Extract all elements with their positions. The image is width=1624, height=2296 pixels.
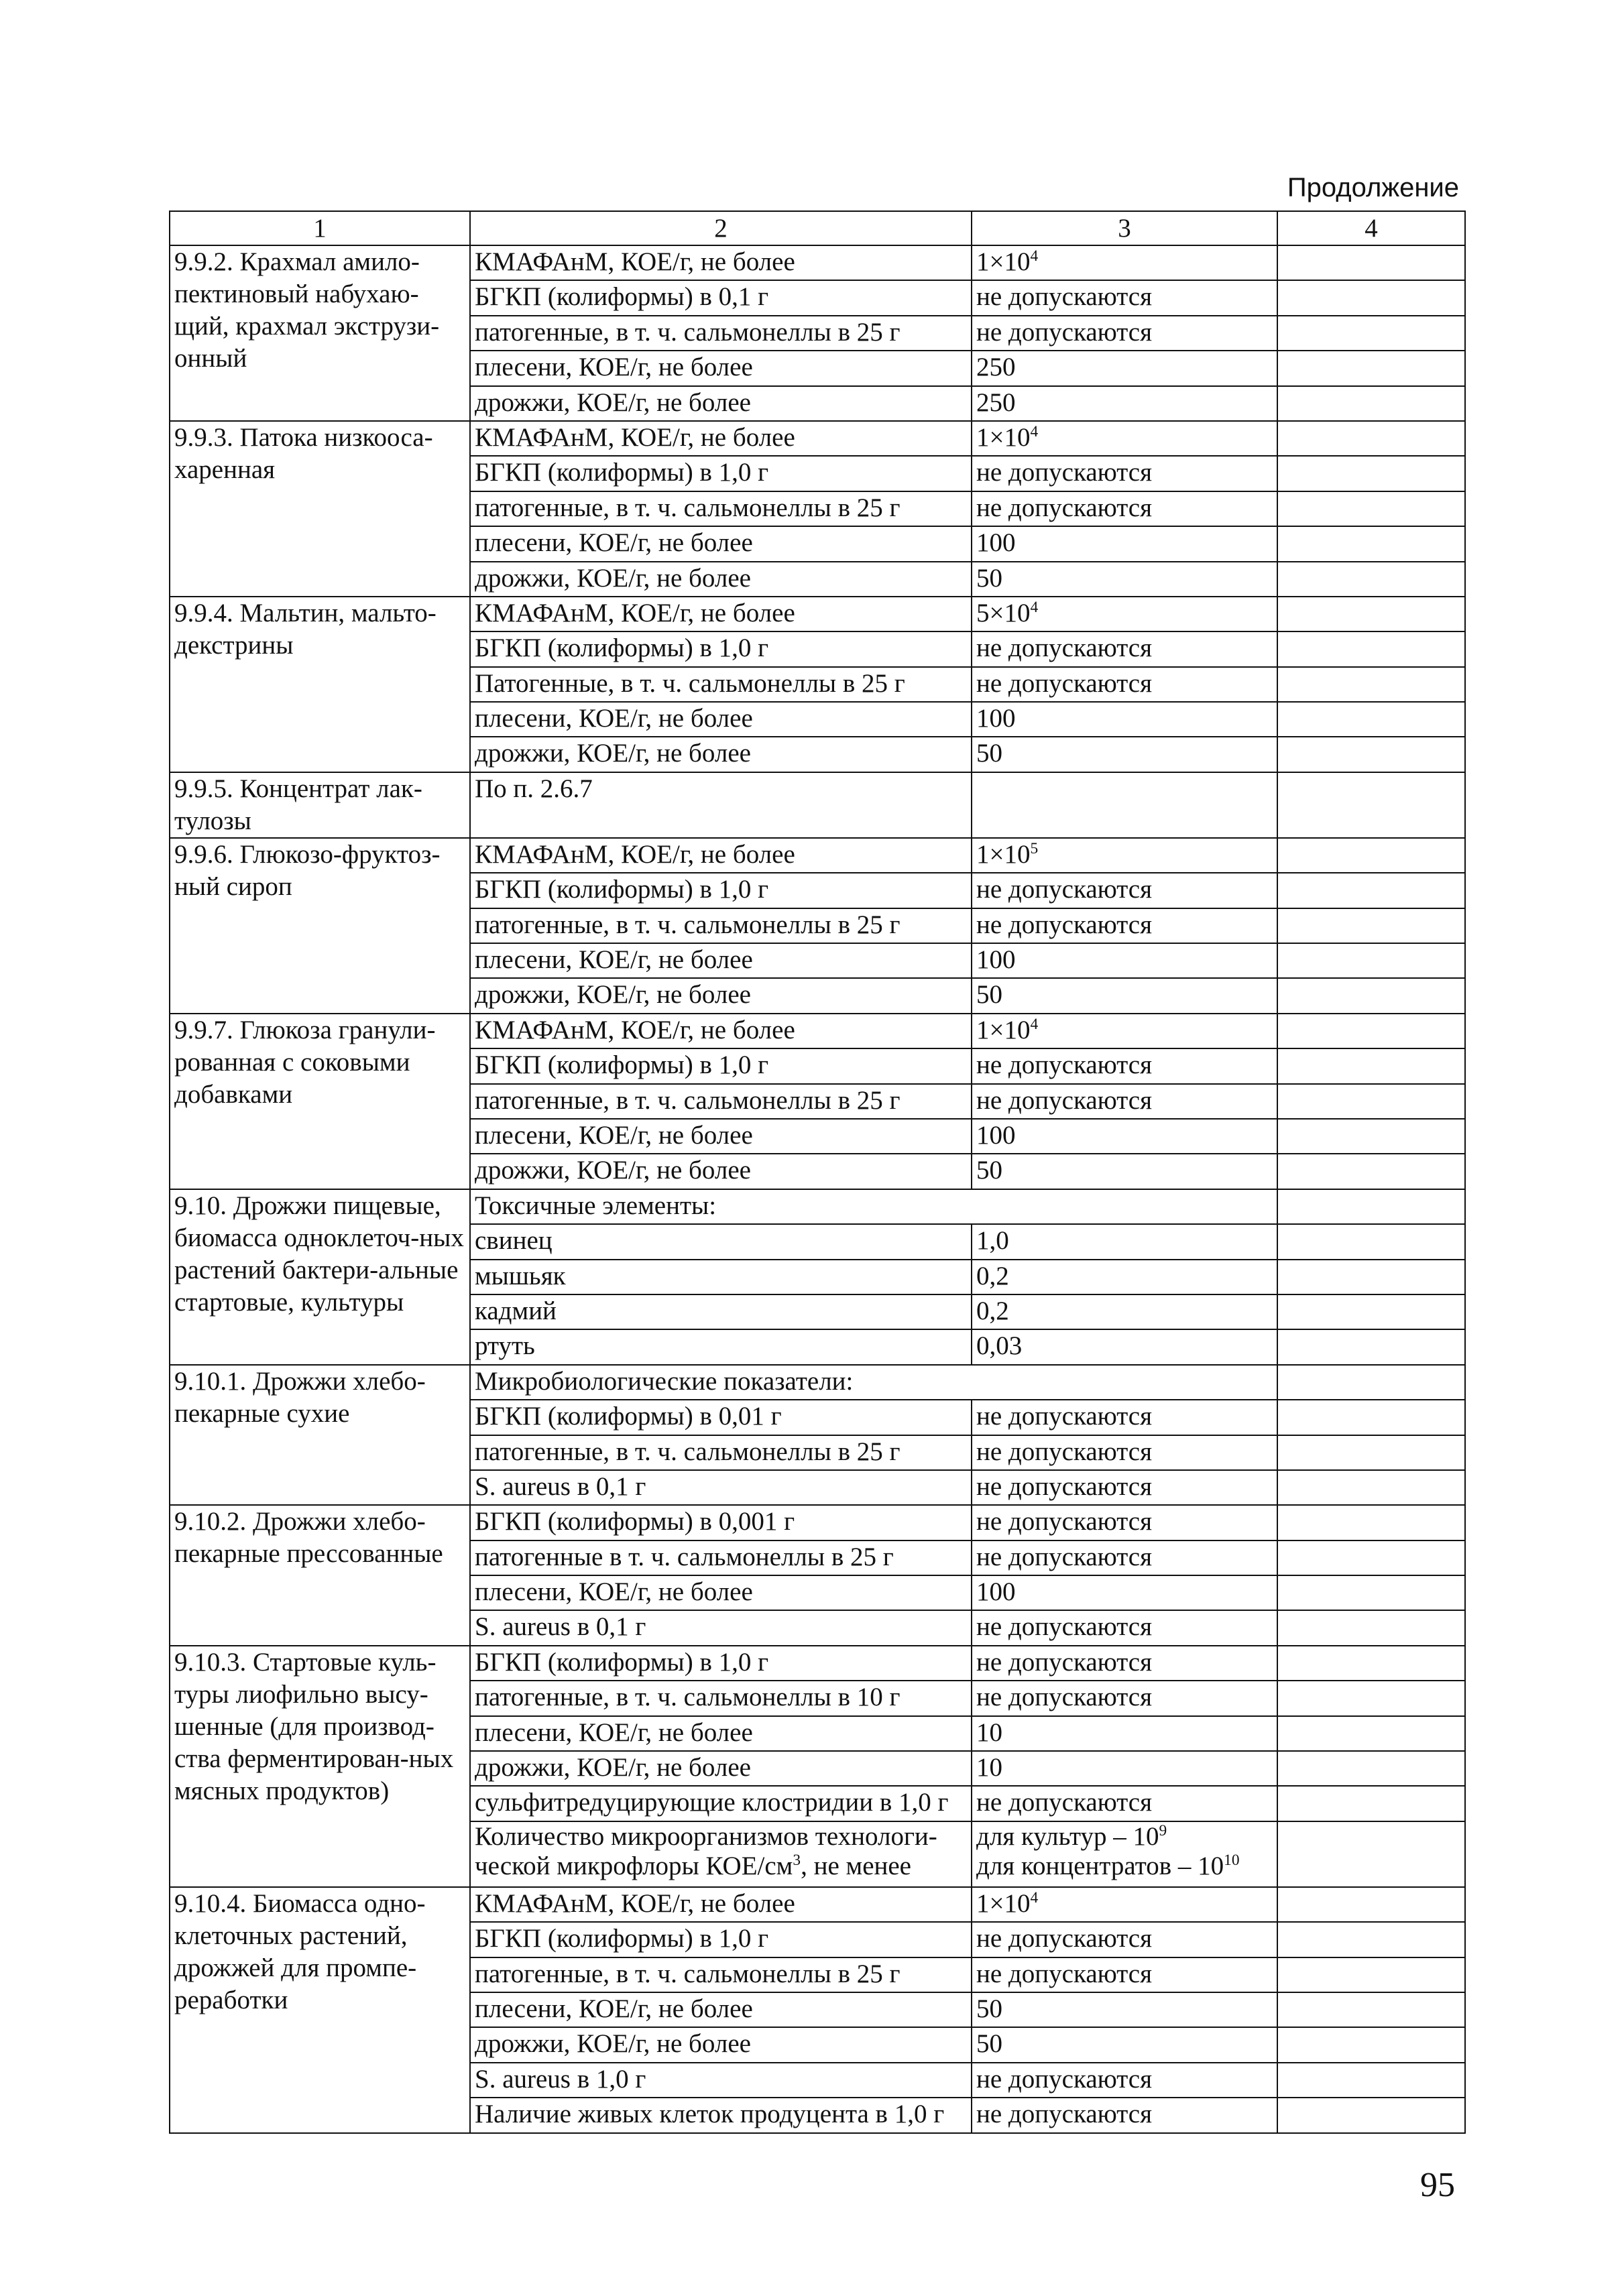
indicator-cell: плесени, КОЕ/г, не более <box>470 702 972 737</box>
indicator-cell <box>470 1821 972 1887</box>
value-cell <box>972 526 1277 561</box>
remarks-cell <box>1277 245 1465 280</box>
value-cell <box>972 316 1277 351</box>
value-text: 0,03 <box>976 1331 1023 1361</box>
value-cell <box>972 1646 1277 1681</box>
indicator-cell: патогенные, в т. ч. сальмонеллы в 10 г <box>470 1681 972 1715</box>
remarks-cell <box>1277 280 1465 315</box>
value-text: не допускаются <box>976 1050 1153 1080</box>
value-cell <box>972 1957 1277 1992</box>
table-row <box>170 1189 1465 1224</box>
product-cell: 9.9.5. Концентрат лак-тулозы <box>170 772 470 838</box>
remarks-cell <box>1277 351 1465 385</box>
value-cell <box>972 421 1277 456</box>
value-text: 100 <box>976 945 1016 975</box>
product-cell: 9.10. Дрожжи пищевые, биомасса одноклеточ-ных растений бактери-альные стартовые, культуры <box>170 1189 470 1365</box>
table-row <box>170 245 1465 280</box>
value-text: 1×10 <box>976 839 1031 869</box>
value-text: не допускаются <box>976 1924 1153 1953</box>
indicator-cell: КМАФАнМ, КОЕ/г, не более <box>470 838 972 873</box>
column-header-3: 3 <box>972 211 1277 245</box>
value-text: не допускаются <box>976 1683 1153 1712</box>
indicator-cell: плесени, КОЕ/г, не более <box>470 1716 972 1751</box>
indicator-cell: БГКП (колиформы) в 1,0 г <box>470 1646 972 1681</box>
value-text: не допускаются <box>976 493 1153 522</box>
remarks-cell <box>1277 1575 1465 1610</box>
product-cell: 9.10.2. Дрожжи хлебо-пекарные прессованные <box>170 1505 470 1646</box>
value-cell <box>972 1751 1277 1786</box>
value-text: 1×10 <box>976 422 1031 452</box>
remarks-cell <box>1277 737 1465 772</box>
remarks-cell <box>1277 631 1465 666</box>
column-header-2: 2 <box>470 211 972 245</box>
value-text: 250 <box>976 353 1016 382</box>
value-cell <box>972 351 1277 385</box>
indicator-cell: КМАФАнМ, КОЕ/г, не более <box>470 597 972 631</box>
remarks-cell <box>1277 1365 1465 1400</box>
value-text: 0,2 <box>976 1296 1009 1325</box>
value-text: не допускаются <box>976 1959 1153 1988</box>
indicator-cell: плесени, КОЕ/г, не более <box>470 351 972 385</box>
value-cell <box>972 1329 1277 1364</box>
indicator-cell: патогенные, в т. ч. сальмонеллы в 25 г <box>470 908 972 943</box>
product-cell: 9.9.6. Глюкозо-фруктоз-ный сироп <box>170 838 470 1014</box>
value-cell <box>972 1224 1277 1259</box>
value-cell <box>972 280 1277 315</box>
value-text: не допускаются <box>976 1402 1153 1431</box>
value-cell <box>972 1260 1277 1294</box>
value-cell <box>972 1084 1277 1119</box>
indicator-cell: кадмий <box>470 1294 972 1329</box>
remarks-cell <box>1277 491 1465 526</box>
remarks-cell <box>1277 526 1465 561</box>
value-text: 100 <box>976 704 1016 733</box>
remarks-cell <box>1277 1505 1465 1540</box>
value-exponent: 5 <box>1030 839 1039 857</box>
value-cell <box>972 562 1277 597</box>
remarks-cell <box>1277 2063 1465 2098</box>
value-text: не допускаются <box>976 875 1153 904</box>
remarks-cell <box>1277 702 1465 737</box>
value-cell <box>972 1716 1277 1751</box>
indicator-cell: патогенные, в т. ч. сальмонеллы в 25 г <box>470 1084 972 1119</box>
value-cell <box>972 245 1277 280</box>
column-header-4: 4 <box>1277 211 1465 245</box>
indicator-cell: плесени, КОЕ/г, не более <box>470 1575 972 1610</box>
remarks-cell <box>1277 667 1465 702</box>
remarks-cell <box>1277 1786 1465 1821</box>
value-text: не допускаются <box>976 1542 1153 1571</box>
product-cell: 9.9.4. Мальтин, мальто-декстрины <box>170 597 470 772</box>
indicator-cell: свинец <box>470 1224 972 1259</box>
value-cell <box>972 2098 1277 2132</box>
table-row <box>170 1646 1465 1681</box>
value-text: для концентратов – 10 <box>976 1851 1224 1880</box>
value-exponent: 9 <box>1159 1821 1167 1839</box>
value-cell <box>972 667 1277 702</box>
indicator-cell: S. aureus в 0,1 г <box>470 1610 972 1645</box>
value-text: 5×10 <box>976 598 1031 627</box>
value-cell <box>972 1992 1277 2027</box>
value-text: 1×10 <box>976 1888 1031 1918</box>
value-cell <box>972 491 1277 526</box>
value-cell <box>972 1470 1277 1505</box>
value-text: не допускаются <box>976 1471 1153 1501</box>
value-exponent: 4 <box>1030 1015 1039 1033</box>
value-exponent: 10 <box>1224 1851 1240 1869</box>
remarks-cell <box>1277 1224 1465 1259</box>
indicator-cell: дрожжи, КОЕ/г, не более <box>470 737 972 772</box>
value-text: 10 <box>976 1753 1002 1783</box>
product-cell: 9.9.3. Патока низкооса-харенная <box>170 421 470 597</box>
indicator-cell: дрожжи, КОЕ/г, не более <box>470 1154 972 1189</box>
value-text: не допускаются <box>976 1507 1153 1536</box>
indicator-cell: БГКП (колиформы) в 1,0 г <box>470 873 972 908</box>
indicator-cell: плесени, КОЕ/г, не более <box>470 943 972 978</box>
indicator-line: Количество микроорганизмов технологи- <box>475 1821 937 1851</box>
value-cell <box>972 1821 1277 1887</box>
value-cell <box>972 1400 1277 1435</box>
indicator-cell: мышьяк <box>470 1260 972 1294</box>
remarks-cell <box>1277 1540 1465 1575</box>
indicator-cell: Наличие живых клеток продуцента в 1,0 г <box>470 2098 972 2132</box>
remarks-cell <box>1277 772 1465 838</box>
remarks-cell <box>1277 421 1465 456</box>
table-row <box>170 1505 1465 1540</box>
indicator-cell: БГКП (колиформы) в 1,0 г <box>470 456 972 491</box>
value-text: 100 <box>976 1120 1016 1150</box>
indicator-cell: дрожжи, КОЕ/г, не более <box>470 562 972 597</box>
value-cell <box>972 838 1277 873</box>
indicator-cell: дрожжи, КОЕ/г, не более <box>470 1751 972 1786</box>
indicator-group-heading: Токсичные элементы: <box>470 1189 1277 1224</box>
remarks-cell <box>1277 456 1465 491</box>
remarks-cell <box>1277 1992 1465 2027</box>
indicator-cell: плесени, КОЕ/г, не более <box>470 526 972 561</box>
value-text: 50 <box>976 563 1002 593</box>
value-text: 100 <box>976 1577 1016 1607</box>
product-cell: 9.10.1. Дрожжи хлебо-пекарные сухие <box>170 1365 470 1506</box>
product-cell: 9.10.3. Стартовые куль-туры лиофильно высу-шенные (для производ-ства ферментирован-ных мясных продуктов) <box>170 1646 470 1887</box>
value-cell <box>972 873 1277 908</box>
remarks-cell <box>1277 873 1465 908</box>
value-text: 1,0 <box>976 1226 1009 1256</box>
value-text: 1×10 <box>976 1015 1031 1044</box>
value-text: не допускаются <box>976 668 1153 698</box>
indicator-cell: патогенные в т. ч. сальмонеллы в 25 г <box>470 1540 972 1575</box>
value-cell <box>972 2063 1277 2098</box>
table-row <box>170 597 1465 631</box>
value-text: 50 <box>976 2029 1002 2059</box>
value-exponent: 4 <box>1030 422 1039 440</box>
indicator-cell: ртуть <box>470 1329 972 1364</box>
value-text: не допускаются <box>976 2100 1153 2129</box>
remarks-cell <box>1277 1189 1465 1224</box>
indicator-cell: КМАФАнМ, КОЕ/г, не более <box>470 1887 972 1922</box>
value-cell <box>972 1540 1277 1575</box>
remarks-cell <box>1277 1119 1465 1154</box>
value-exponent: 4 <box>1030 1888 1039 1907</box>
indicator-cell: дрожжи, КОЕ/г, не более <box>470 978 972 1013</box>
indicator-cell: БГКП (колиформы) в 0,01 г <box>470 1400 972 1435</box>
remarks-cell <box>1277 1470 1465 1505</box>
value-cell <box>972 1681 1277 1715</box>
indicator-cell: Патогенные, в т. ч. сальмонеллы в 25 г <box>470 667 972 702</box>
value-text: не допускаются <box>976 910 1153 939</box>
indicator-cell: дрожжи, КОЕ/г, не более <box>470 386 972 421</box>
indicator-cell: КМАФАнМ, КОЕ/г, не более <box>470 245 972 280</box>
value-text: для культур – 10 <box>976 1821 1159 1851</box>
value-cell <box>972 1119 1277 1154</box>
remarks-cell <box>1277 943 1465 978</box>
remarks-cell <box>1277 1610 1465 1645</box>
remarks-cell <box>1277 386 1465 421</box>
remarks-cell <box>1277 1435 1465 1470</box>
remarks-cell <box>1277 2098 1465 2132</box>
indicator-line-end: , не менее <box>801 1851 911 1880</box>
remarks-cell <box>1277 1014 1465 1048</box>
indicator-cell: дрожжи, КОЕ/г, не более <box>470 2027 972 2062</box>
remarks-cell <box>1277 1048 1465 1083</box>
value-text: не допускаются <box>976 1085 1153 1115</box>
value-text: 50 <box>976 1994 1002 2023</box>
value-text: не допускаются <box>976 2064 1153 2094</box>
remarks-cell <box>1277 1084 1465 1119</box>
value-text: не допускаются <box>976 282 1153 312</box>
table-row <box>170 838 1465 873</box>
value-text: 10 <box>976 1717 1002 1747</box>
value-cell <box>972 1922 1277 1957</box>
value-text: не допускаются <box>976 1437 1153 1466</box>
indicator-cell: По п. 2.6.7 <box>470 772 972 838</box>
indicator-cell: патогенные, в т. ч. сальмонеллы в 25 г <box>470 491 972 526</box>
remarks-cell <box>1277 1294 1465 1329</box>
indicator-cell: БГКП (колиформы) в 0,1 г <box>470 280 972 315</box>
remarks-cell <box>1277 1887 1465 1922</box>
value-text: не допускаются <box>976 1788 1153 1817</box>
indicator-cell: БГКП (колиформы) в 0,001 г <box>470 1505 972 1540</box>
value-cell <box>972 1575 1277 1610</box>
value-text: 50 <box>976 739 1002 768</box>
remarks-cell <box>1277 597 1465 631</box>
indicator-line: ческой микрофлоры КОЕ/см <box>475 1851 793 1880</box>
page-number: 95 <box>1420 2166 1455 2204</box>
remarks-cell <box>1277 1821 1465 1887</box>
value-cell <box>972 908 1277 943</box>
indicator-cell: патогенные, в т. ч. сальмонеллы в 25 г <box>470 1957 972 1992</box>
value-text: 100 <box>976 528 1016 558</box>
value-cell <box>972 1294 1277 1329</box>
table-row <box>170 772 1465 838</box>
remarks-cell <box>1277 1329 1465 1364</box>
value-cell <box>972 1154 1277 1189</box>
remarks-cell <box>1277 1646 1465 1681</box>
value-cell <box>972 978 1277 1013</box>
value-text: 50 <box>976 1156 1002 1185</box>
value-exponent: 4 <box>1030 598 1039 616</box>
remarks-cell <box>1277 1922 1465 1957</box>
requirements-table <box>169 210 1466 2134</box>
product-cell: 9.9.2. Крахмал амило-пектиновый набухаю-щий, крахмал экструзи-онный <box>170 245 470 421</box>
product-cell: 9.9.7. Глюкоза гранули-рованная с соковыми добавками <box>170 1014 470 1189</box>
indicator-cell: S. aureus в 1,0 г <box>470 2063 972 2098</box>
value-text: 1×10 <box>976 247 1031 276</box>
value-cell <box>972 943 1277 978</box>
value-cell <box>972 386 1277 421</box>
indicator-cell: БГКП (колиформы) в 1,0 г <box>470 631 972 666</box>
remarks-cell <box>1277 1400 1465 1435</box>
remarks-cell <box>1277 1260 1465 1294</box>
indicator-cell: патогенные, в т. ч. сальмонеллы в 25 г <box>470 316 972 351</box>
table-row <box>170 1014 1465 1048</box>
table-header-row <box>170 211 1465 245</box>
value-text: не допускаются <box>976 633 1153 663</box>
value-text: не допускаются <box>976 1647 1153 1677</box>
value-cell <box>972 1786 1277 1821</box>
table-row <box>170 421 1465 456</box>
value-exponent: 4 <box>1030 247 1039 265</box>
value-cell <box>972 1505 1277 1540</box>
unit-exponent: 3 <box>793 1851 801 1869</box>
remarks-cell <box>1277 562 1465 597</box>
value-cell <box>972 772 1277 838</box>
indicator-cell: плесени, КОЕ/г, не более <box>470 1992 972 2027</box>
indicator-cell: БГКП (колиформы) в 1,0 г <box>470 1048 972 1083</box>
value-cell <box>972 1048 1277 1083</box>
value-cell <box>972 456 1277 491</box>
value-text: не допускаются <box>976 317 1153 347</box>
remarks-cell <box>1277 908 1465 943</box>
indicator-group-heading: Микробиологические показатели: <box>470 1365 1277 1400</box>
column-header-1: 1 <box>170 211 470 245</box>
value-cell <box>972 2027 1277 2062</box>
remarks-cell <box>1277 316 1465 351</box>
value-cell <box>972 737 1277 772</box>
remarks-cell <box>1277 1751 1465 1786</box>
indicator-cell: сульфитредуцирующие клостридии в 1,0 г <box>470 1786 972 1821</box>
table-row <box>170 1365 1465 1400</box>
value-text: 50 <box>976 980 1002 1010</box>
value-cell <box>972 1610 1277 1645</box>
value-text: не допускаются <box>976 1612 1153 1642</box>
indicator-cell: КМАФАнМ, КОЕ/г, не более <box>470 1014 972 1048</box>
indicator-cell: S. aureus в 0,1 г <box>470 1470 972 1505</box>
indicator-cell: патогенные, в т. ч. сальмонеллы в 25 г <box>470 1435 972 1470</box>
remarks-cell <box>1277 838 1465 873</box>
product-cell: 9.10.4. Биомасса одно-клеточных растений, дрожжей для промпе-реработки <box>170 1887 470 2133</box>
indicator-cell: КМАФАнМ, КОЕ/г, не более <box>470 421 972 456</box>
value-text: не допускаются <box>976 458 1153 487</box>
value-cell <box>972 702 1277 737</box>
indicator-cell: плесени, КОЕ/г, не более <box>470 1119 972 1154</box>
remarks-cell <box>1277 978 1465 1013</box>
value-text: 0,2 <box>976 1261 1009 1290</box>
continuation-label: Продолжение <box>1287 173 1459 202</box>
value-cell <box>972 1435 1277 1470</box>
table-body <box>170 211 1465 2133</box>
value-text: 250 <box>976 387 1016 417</box>
value-cell <box>972 1887 1277 1922</box>
value-cell <box>972 1014 1277 1048</box>
table-row <box>170 1887 1465 1922</box>
remarks-cell <box>1277 2027 1465 2062</box>
remarks-cell <box>1277 1154 1465 1189</box>
remarks-cell <box>1277 1681 1465 1715</box>
remarks-cell <box>1277 1716 1465 1751</box>
remarks-cell <box>1277 1957 1465 1992</box>
indicator-cell: БГКП (колиформы) в 1,0 г <box>470 1922 972 1957</box>
value-cell <box>972 597 1277 631</box>
value-cell <box>972 631 1277 666</box>
